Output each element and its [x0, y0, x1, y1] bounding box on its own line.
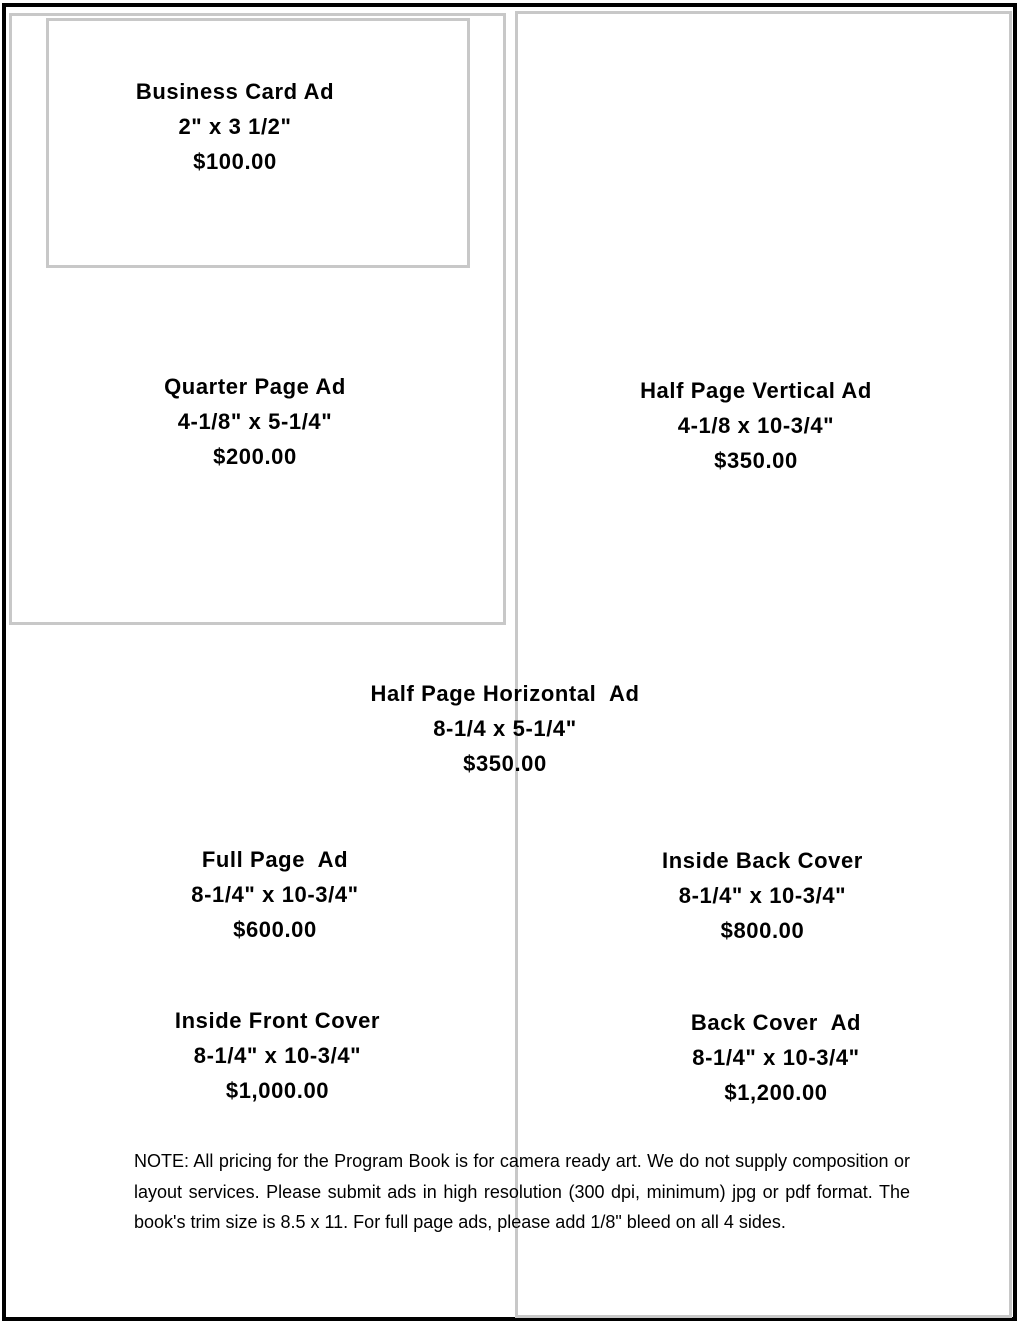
back-cover-ad [635, 1005, 917, 1110]
quarter-page-ad [100, 369, 410, 474]
half-page-vertical-ad [596, 373, 916, 478]
ad-size: 8-1/4" x 10-3/4" [191, 882, 359, 907]
ad-name: Business Card Ad [135, 79, 335, 104]
ad-price: $1,000.00 [225, 1078, 330, 1103]
ad-size: 8-1/4 x 5-1/4" [433, 716, 577, 741]
half-page-vertical-outline [515, 11, 1012, 1318]
ad-name: Full Page Ad [201, 847, 349, 872]
ad-name: Back Cover Ad [690, 1010, 862, 1035]
ad-name: Half Page Horizontal Ad [370, 681, 640, 706]
ad-name: Inside Front Cover [174, 1008, 381, 1033]
full-page-ad [150, 842, 400, 947]
ad-name: Half Page Vertical Ad [640, 378, 872, 403]
pricing-note: NOTE: All pricing for the Program Book is for camera ready art. We do not supply composition or layout services. Please submit ads in high resolution (300 dpi, minimum) jpg or pdf format. The book's trim size is 8.5 x 11. For full page ads, please add 1/8" bleed on all 4 sides. [134, 1151, 910, 1232]
ad-size: 8-1/4" x 10-3/4" [678, 883, 847, 908]
ad-price: $350.00 [714, 448, 798, 473]
ad-price: $800.00 [720, 918, 805, 943]
half-page-horizontal-ad [330, 676, 680, 781]
inside-back-cover-ad [620, 843, 905, 948]
ad-size: 2" x 3 1/2" [178, 114, 292, 139]
business-card-ad [60, 74, 410, 179]
ad-price: $200.00 [213, 444, 297, 469]
ad-name: Inside Back Cover [662, 848, 863, 873]
ad-size: 8-1/4" x 10-3/4" [692, 1045, 860, 1070]
ad-price: $1,200.00 [724, 1080, 828, 1105]
ad-name: Quarter Page Ad [164, 374, 346, 399]
ad-price: $100.00 [193, 149, 277, 174]
inside-front-cover-ad [130, 1003, 425, 1108]
ad-price: $600.00 [233, 917, 317, 942]
ad-size: 8-1/4" x 10-3/4" [193, 1043, 362, 1068]
ad-size: 4-1/8 x 10-3/4" [677, 413, 835, 438]
ad-size: 4-1/8" x 5-1/4" [177, 409, 333, 434]
ad-price: $350.00 [463, 751, 547, 776]
